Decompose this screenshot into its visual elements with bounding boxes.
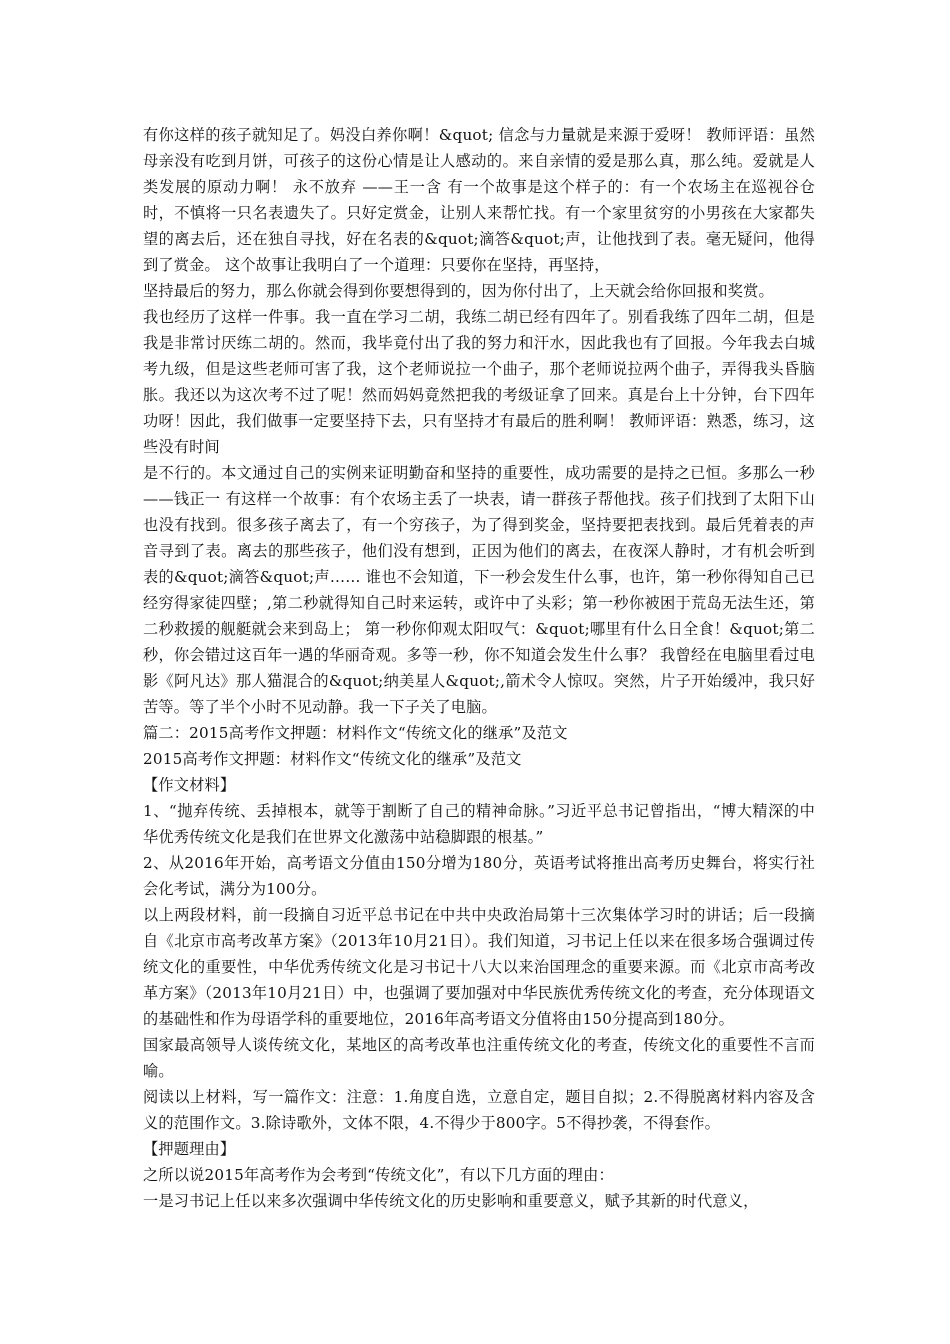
paragraph-instructions: 阅读以上材料，写一篇作文：注意：1.角度自选，立意自定，题目自拟；2.不得脱离材料内容及含义的范围作文。3.除诗歌外，文体不限，4.不得少于800字。5不得抄袭，不得套作。 [143, 1088, 815, 1132]
section-heading: 篇二：2015高考作文押题：材料作文“传统文化的继承”及范文 [143, 724, 568, 742]
paragraph-3: 我也经历了这样一件事。我一直在学习二胡，我练二胡已经有四年了。别看我练了四年二胡，但是我是非常讨厌练二胡的。然而，我毕竟付出了我的努力和汗水，因此我也有了回报。今年我去白城考九级，但是这些老师可害了我，这个老师说拉一个曲子，那个老师说拉两个曲子，弄得我头昏脑胀。我还以为这次考不过了呢！然而妈妈竟然把我的考级证拿了回来。真是台上十分钟，台下四年功呀！因此，我们做事一定要坚持下去，只有坚持才有最后的胜利啊！ 教师评语：熟悉，练习，这些没有时间 [143, 308, 815, 456]
article-title: 2015高考作文押题：材料作文“传统文化的继承”及范文 [143, 750, 522, 768]
paragraph-2: 坚持最后的努力，那么你就会得到你要想得到的，因为你付出了，上天就会给你回报和奖赏。 [143, 282, 774, 300]
paragraph-conclusion: 国家最高领导人谈传统文化，某地区的高考改革也注重传统文化的考查，传统文化的重要性不言而喻。 [143, 1036, 815, 1080]
paragraph-reason-intro: 之所以说2015年高考作为会考到“传统文化”，有以下几方面的理由： [143, 1166, 614, 1184]
reason-heading: 【押题理由】 [143, 1140, 236, 1158]
material-item-2: 2、从2016年开始，高考语文分值由150分增为180分，英语考试将推出高考历史舞台，将实行社会化考试，满分为100分。 [143, 854, 815, 898]
document-body [143, 122, 815, 1214]
paragraph-4: 是不行的。本文通过自己的实例来证明勤奋和坚持的重要性，成功需要的是持之已恒。多那么一秒 ——钱正一 有这样一个故事：有个农场主丢了一块表，请一群孩子帮他找。孩子们找到了太阳下山也没有找到。很多孩子离去了，有一个穷孩子，为了得到奖金，坚持要把表找到。最后凭着表的声音寻到了表。离去的那些孩子，他们没有想到，正因为他们的离去，在夜深人静时，才有机会听到 表的&quot;滴答&quot;声…… 谁也不会知道，下一秒会发生什么事，也许，第一秒你得知自己已经穷得家徒四壁；,第二秒就得知自己时来运转，或许中了头彩；第一秒你被困于荒岛无法生还，第二秒救援的舰艇就会来到岛上； 第一秒你仰观太阳叹气：&quot;哪里有什么日全食！&quot;第二秒，你会错过这百年一遇的华丽奇观。多等一秒，你不知道会发生什么事？ 我曾经在电脑里看过电影《阿凡达》那人猫混合的&quot;纳美星人&quot;,箭术令人惊叹。突然，片子开始缓冲，我只好苦等。等了半个小时不见动静。我一下子关了电脑。 [143, 464, 815, 716]
paragraph-analysis: 以上两段材料，前一段摘自习近平总书记在中共中央政治局第十三次集体学习时的讲话；后一段摘自《北京市高考改革方案》（2013年10月21日）。我们知道，习书记上任以来在很多场合强调过传统文化的重要性，中华优秀传统文化是习书记十八大以来治国理念的重要来源。而《北京市高考改革方案》（2013年10月21日）中，也强调了要加强对中华民族优秀传统文化的考查，充分体现语文的基础性和作为母语学科的重要地位，2016年高考语文分值将由150分提高到180分。 [143, 906, 815, 1028]
material-heading: 【作文材料】 [143, 776, 236, 794]
paragraph-reason-1: 一是习书记上任以来多次强调中华传统文化的历史影响和重要意义，赋予其新的时代意义， [143, 1192, 759, 1210]
paragraph-1: 有你这样的孩子就知足了。妈没白养你啊！&quot; 信念与力量就是来源于爱呀！ 教师评语：虽然母亲没有吃到月饼，可孩子的这份心情是让人感动的。来自亲情的爱是那么真，那么纯。爱就是人类发展的原动力啊！ 永不放弃 ——王一含 有一个故事是这个样子的：有一个农场主在巡视谷仓时，不慎将一只名表遗失了。只好定赏金，让别人来帮忙找。有一个家里贫穷的小男孩在大家都失望的离去后，还在独自寻找，好在名表的&quot;滴答&quot;声，让他找到了表。毫无疑问，他得到了赏金。 这个故事让我明白了一个道理：只要你在坚持，再坚持， [143, 126, 815, 274]
material-item-1: 1、“抛弃传统、丢掉根本，就等于割断了自己的精神命脉。”习近平总书记曾指出，“博大精深的中华优秀传统文化是我们在世界文化激荡中站稳脚跟的根基。” [143, 802, 815, 846]
